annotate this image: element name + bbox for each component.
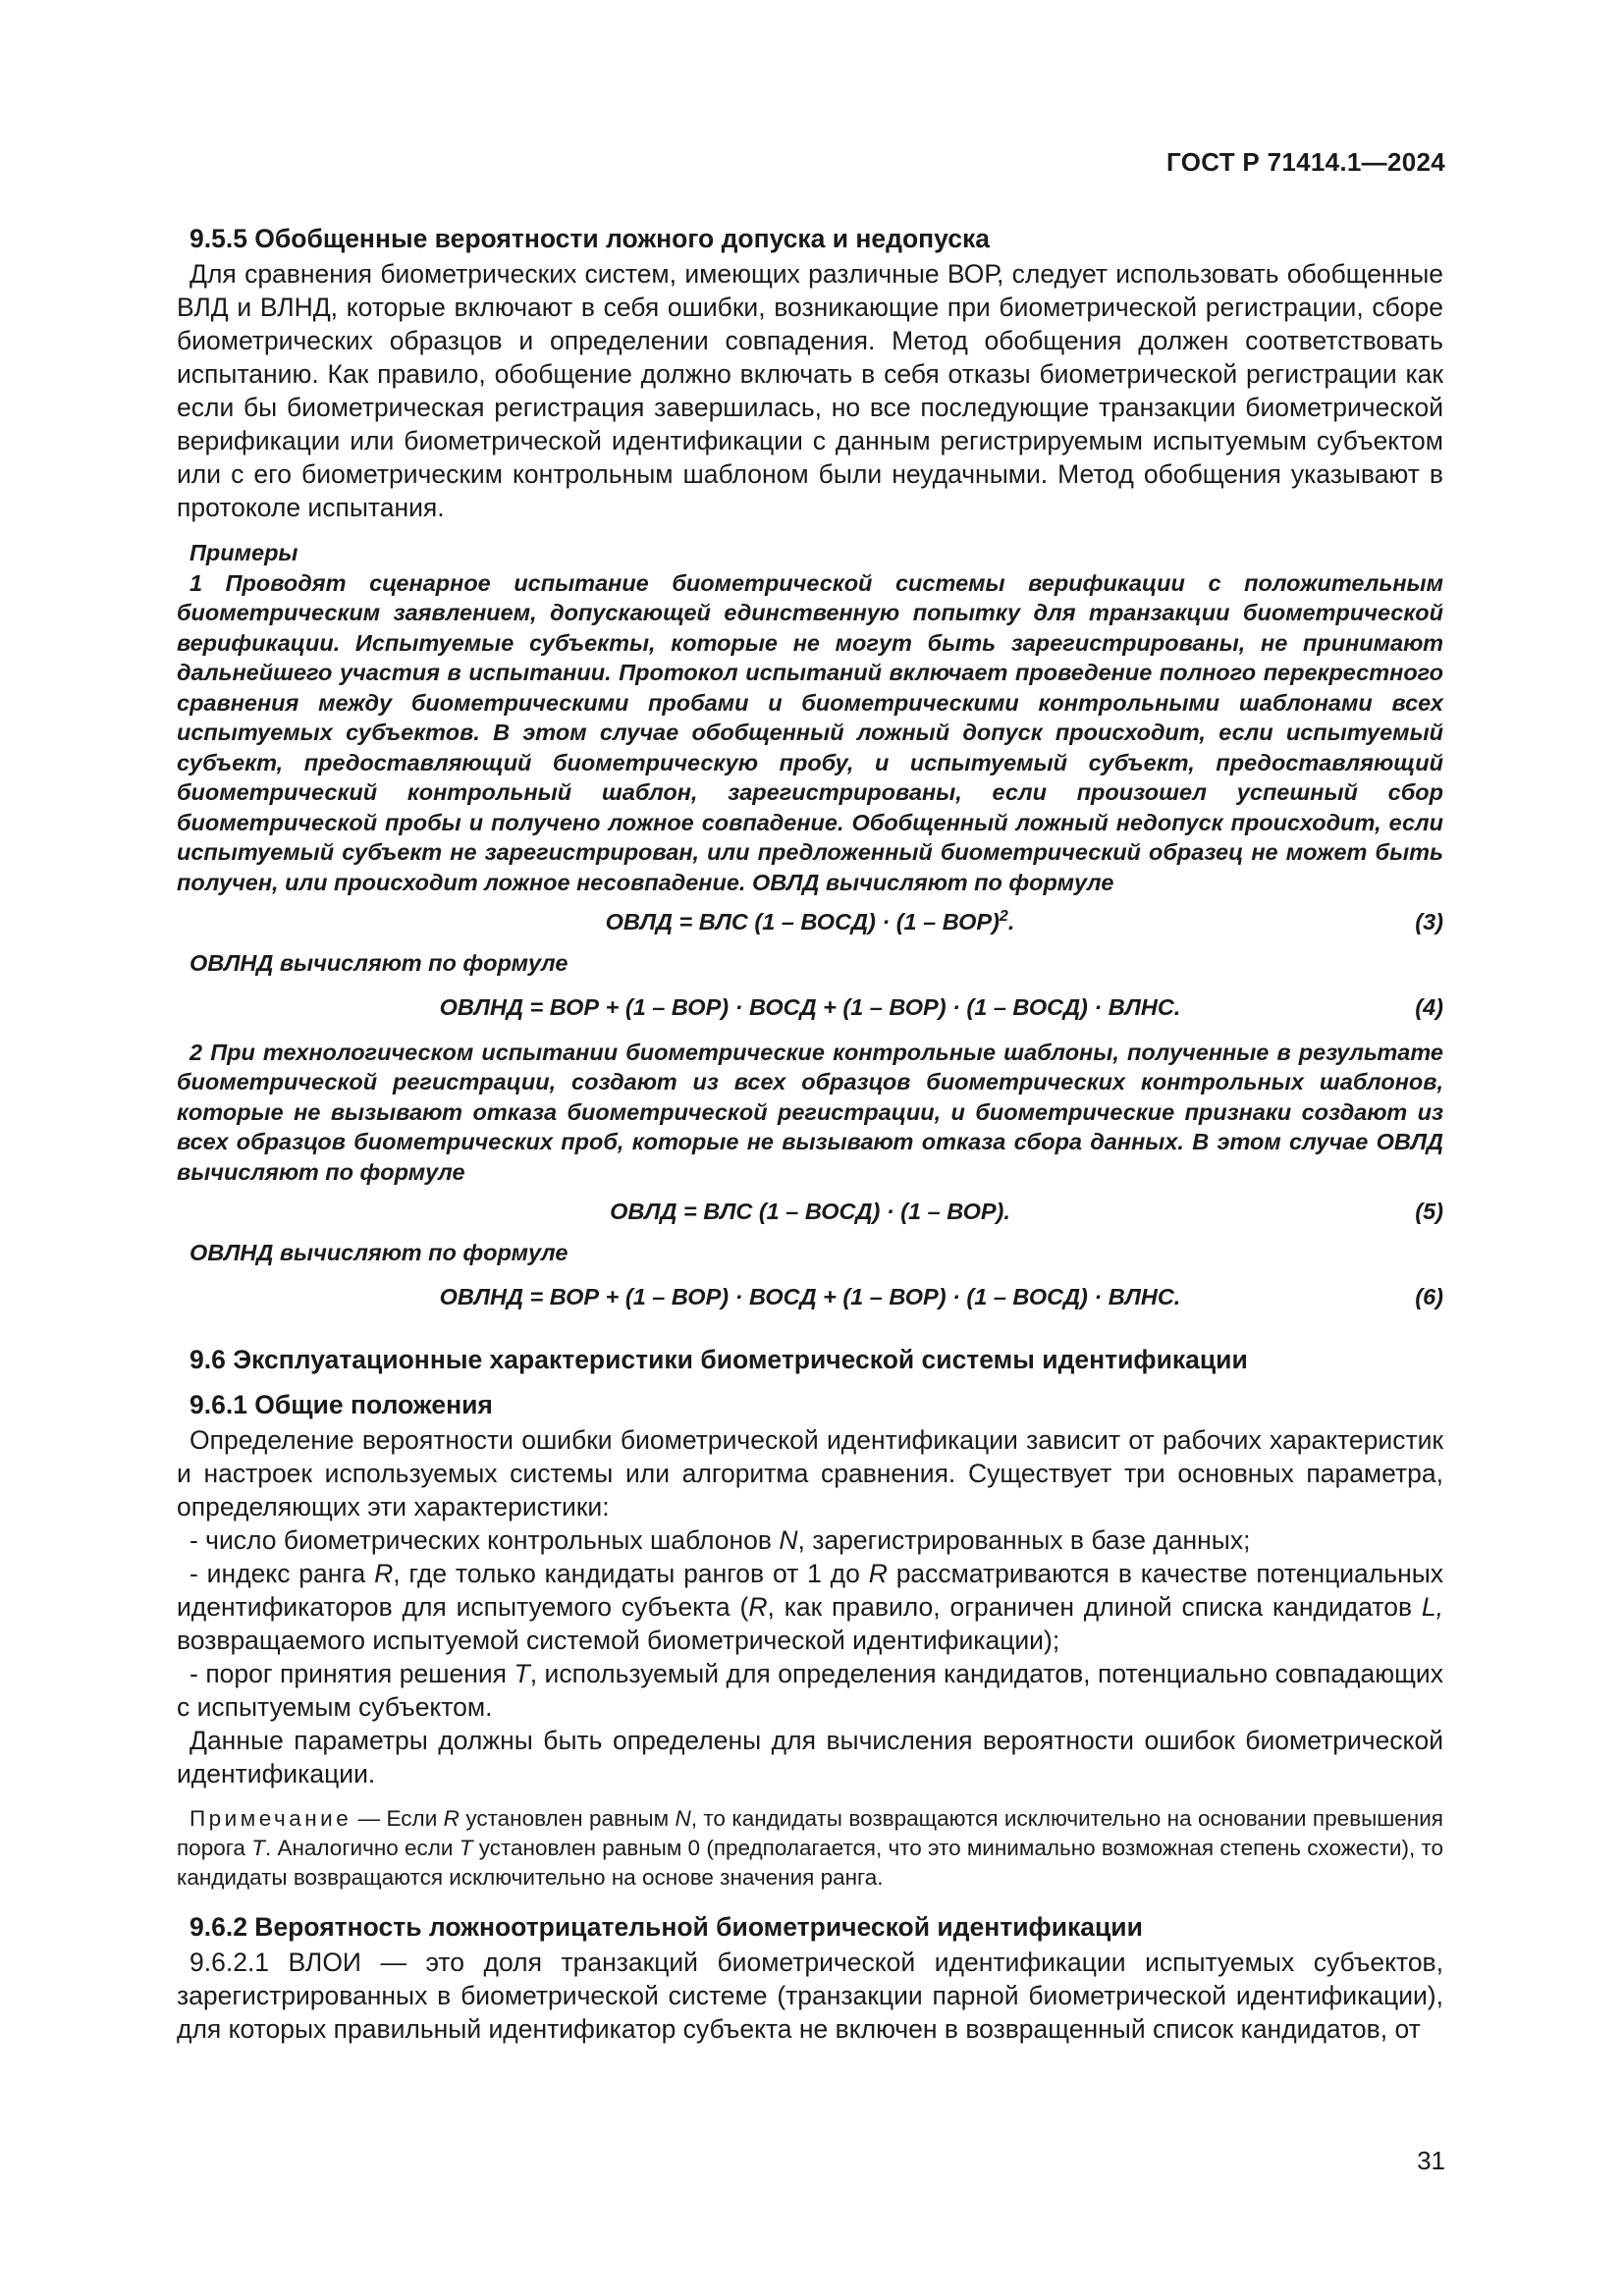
formula-4 — [177, 992, 1443, 1022]
section-9-6-1-paragraph-2: Данные параметры должны быть определены для вычисления вероятности ошибок биометрической идентификации. — [177, 1725, 1443, 1789]
formula-6-expression: ОВЛНД = ВОР + (1 – ВОР) · ВОСД + (1 – ВОР) · (1 – ВОСД) · ВЛНС. — [439, 1283, 1181, 1309]
formula-6-number: (6) — [1415, 1283, 1443, 1309]
section-9-6-2-1-paragraph: 9.6.2.1 ВЛОИ — это доля транзакций биометрической идентификации испытуемых субъектов, зарегистрированных в биометрической системе (транзакции парной биометрической идентификации), для которых правильный идентификатор субъекта не включен в возвращенный список кандидатов, от — [177, 1947, 1443, 2044]
examples-title: Примеры — [189, 540, 298, 565]
formula-4-number: (4) — [1415, 993, 1443, 1020]
example-2: 2 При технологическом испытании биометрические контрольные шаблоны, полученные в результате биометрической регистрации, создают из всех образцов биометрических контрольных шаблонов, которые не вызывают отказа биометрической регистрации, и биометрические признаки создают из всех образцов биометрических проб, которые не вызывают отказа сбора данных. В этом случае ОВЛД вычисляют по формуле — [177, 1039, 1443, 1185]
formula-3-end: . — [1007, 909, 1015, 934]
formula-6-lead: ОВЛНД вычисляют по формуле — [189, 1240, 568, 1265]
formula-5 — [177, 1197, 1443, 1226]
section-9-6-1-heading: 9.6.1 Общие положения — [189, 1389, 493, 1419]
formula-3-number: (3) — [1415, 909, 1443, 934]
standard-code: ГОСТ Р 71414.1—2024 — [1166, 147, 1445, 177]
formula-4-lead: ОВЛНД вычисляют по формуле — [189, 950, 568, 976]
note: Примечание — Если R установлен равным N, то кандидаты возвращаются исключительно на основании превышения порога T. Аналогично если T установлен равным 0 (предполагается, что это минимально возможная степень схожести), то кандидаты возвращаются исключительно на основе значения ранга. — [177, 1805, 1444, 1890]
section-9-5-5-paragraph: Для сравнения биометрических систем, имеющих различные ВОР, следует использовать обобщенные ВЛД и ВЛНД, которые включают в себя ошибки, возникающие при биометрической регистрации, сборе биометрических образцов и определении совпадения. Метод обобщения должен соответствовать испытанию. Как правило, обобщение должно включать в себя отказы биометрической регистрации как если бы биометрическая регистрация завершилась, но все последующие транзакции биометрической верификации или биометрической идентификации с данным регистрируемым испытуемым субъектом или с его биометрическим контрольным шаблоном были неудачными. Метод обобщения указывают в протоколе испытания. — [177, 259, 1443, 522]
formula-3-exponent: 2 — [999, 908, 1008, 926]
section-9-6-1-paragraph-1: Определение вероятности ошибки биометрической идентификации зависит от рабочих характеристик и настроек используемых системы или алгоритма сравнения. Существует три основных параметра, определяющих эти характеристики: — [177, 1424, 1443, 1522]
formula-4-expression: ОВЛНД = ВОР + (1 – ВОР) · ВОСД + (1 – ВОР) · (1 – ВОСД) · ВЛНС. — [439, 993, 1181, 1020]
bullet-rank-index: - индекс ранга R, где только кандидаты рангов от 1 до R рассматриваются в качестве потенциальных идентификаторов для испытуемого субъекта (R, как правило, ограничен длиной списка кандидатов L, возвращаемого испытуемой системой биометрической идентификации); — [177, 1558, 1443, 1655]
formula-6 — [177, 1282, 1443, 1311]
bullet-n-templates: - число биометрических контрольных шаблонов N, зарегистрированных в базе данных; — [189, 1524, 1251, 1555]
formula-3-expression: ОВЛД = ВЛС (1 – ВОСД) · (1 – ВОР) — [605, 909, 1000, 934]
page-content — [177, 222, 1443, 2046]
formula-5-number: (5) — [1415, 1199, 1443, 1224]
bullet-threshold: - порог принятия решения T, используемый для определения кандидатов, потенциально совпадающих с испытуемым субъектом. — [177, 1658, 1443, 1722]
note-label: Примечание — [189, 1805, 352, 1831]
formula-5-expression: ОВЛД = ВЛС (1 – ВОСД) · (1 – ВОР). — [610, 1199, 1010, 1224]
section-9-5-5-heading: 9.5.5 Обобщенные вероятности ложного допуска и недопуска — [189, 224, 991, 253]
formula-3 — [177, 907, 1443, 936]
page-number: 31 — [1417, 2146, 1445, 2175]
example-1: 1 Проводят сценарное испытание биометрической системы верификации с положительным биометрическим заявлением, допускающей единственную попытку для транзакции биометрической верификации. Испытуемые субъекты, которые не могут быть зарегистрированы, не принимают дальнейшего участия в испытании. Протокол испытаний включает проведение полного перекрестного сравнения между биометрическими пробами и биометрическими контрольными шаблонами всех испытуемых субъектов. В этом случае обобщенный ложный допуск происходит, если испытуемый субъект, предоставляющий биометрическую пробу, и испытуемый субъект, предоставляющий биометрический контрольный шаблон, зарегистрированы, если произошел успешный сбор биометрической пробы и получено ложное совпадение. Обобщенный ложный недопуск происходит, если испытуемый субъект не зарегистрирован, или предложенный биометрический образец не может быть получен, или происходит ложное несовпадение. ОВЛД вычисляют по формуле — [177, 569, 1443, 895]
section-9-6-2-heading: 9.6.2 Вероятность ложноотрицательной биометрической идентификации — [189, 1911, 1143, 1942]
section-9-6-heading: 9.6 Эксплуатационные характеристики биометрической системы идентификации — [189, 1344, 1248, 1374]
